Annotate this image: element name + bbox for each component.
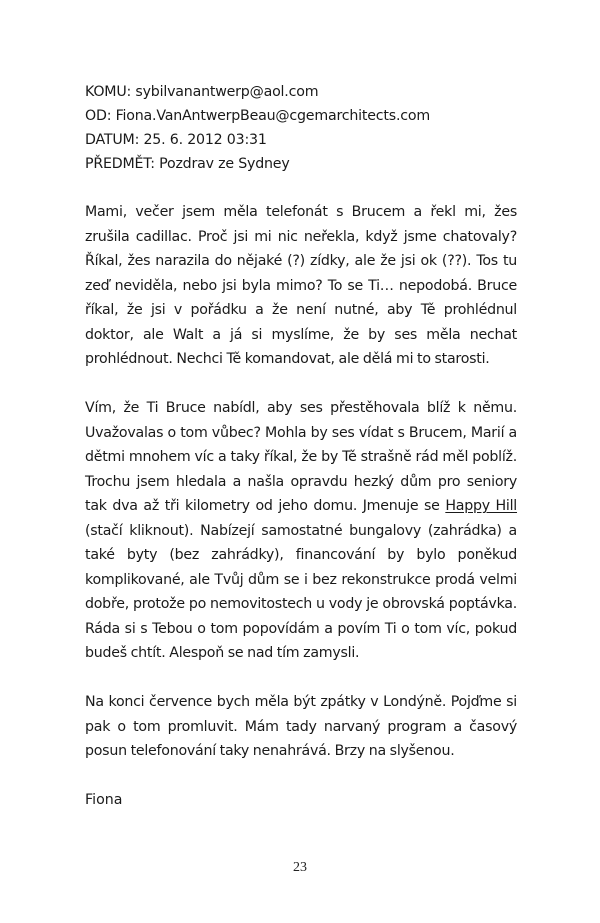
header-value: 25. 6. 2012 03:31 — [143, 132, 267, 148]
paragraph-2-after-link: (stačí kliknout). Nabízejí samostatné bungalovy (zahrádka) a také byty (bez zahrádky), financování by bylo poněkud komplikované, ale Tvůj dům se i bez rekonstrukce prodá velmi dobře, protože po nemovitostech u vody je obrovská poptávka. Ráda si s Tebou o tom popovídám a povím Ti o tom víc, pokud budeš chtít. Alespoň se nad tím zamysli. — [85, 522, 517, 661]
header-to — [85, 80, 517, 104]
paragraph-2-before-link: Vím, že Ti Bruce nabídl, aby ses přestěhovala blíž k němu. Uvažovalas o tom vůbec? Mohla by ses vídat s Brucem, Marií a dětmi mnohem víc a taky říkal, že by Tě strašně rád měl poblíž. Trochu jsem hledala a našla opravdu hezký dům pro seniory tak dva až tři kilometry od jeho domu. Jmenuje se — [85, 400, 517, 514]
paragraph-3: Na konci července bych měla být zpátky v Londýně. Pojďme si pak o tom promluvit. Mám tady narvaný program a časový posun telefonování taky nenahrává. Brzy na slyšenou. — [85, 694, 517, 759]
header-value: Fiona.VanAntwerpBeau@cgemarchitects.com — [115, 108, 430, 124]
email-body — [85, 200, 517, 813]
email-page — [85, 80, 517, 813]
header-subject — [85, 152, 517, 176]
header-label: PŘEDMĚT: — [85, 156, 155, 172]
header-from — [85, 104, 517, 128]
header-label: DATUM: — [85, 132, 140, 148]
header-label: OD: — [85, 108, 112, 124]
header-value: Pozdrav ze Sydney — [159, 156, 290, 172]
signature: Fiona — [85, 792, 123, 808]
email-header — [85, 80, 517, 176]
header-date — [85, 128, 517, 152]
happy-hill-link[interactable]: Happy Hill — [445, 498, 518, 514]
paragraph-1: Mami, večer jsem měla telefonát s Brucem a řekl mi, žes zrušila cadillac. Proč jsi mi nic neřekla, když jsme chatovaly? Říkal, žes narazila do nějaké (?) zídky, ale že jsi ok (??). Tos tu zeď neviděla, nebo jsi byla mimo? To se Ti… nepodobá. Bruce říkal, že jsi v pořádku a že není nutné, aby Tě prohlédnul doktor, ale Walt a já si myslíme, že by ses měla nechat prohlédnout. Nechci Tě komandovat, ale dělá mi to starosti. — [85, 204, 517, 367]
header-label: KOMU: — [85, 84, 132, 100]
page-number: 23 — [293, 860, 307, 875]
paragraph-2 — [85, 396, 517, 666]
header-value: sybilvanantwerp@aol.com — [135, 84, 319, 100]
